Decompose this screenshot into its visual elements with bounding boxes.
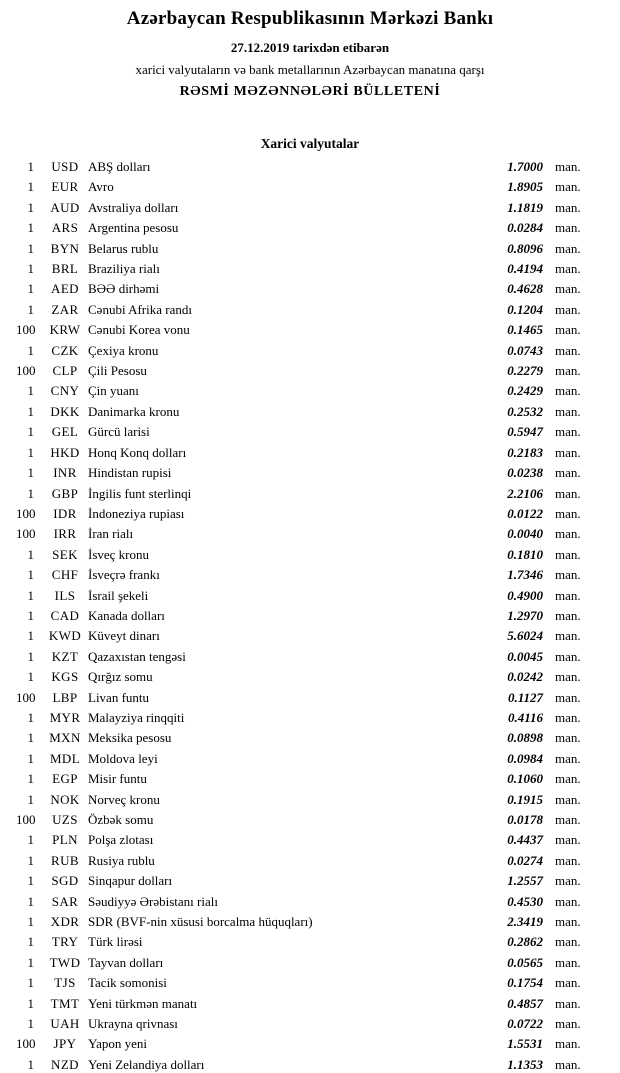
currency-code-cell: SGD	[51, 873, 79, 889]
exchange-rates-body	[16, 157, 591, 1073]
currency-code-cell: CZK	[51, 342, 79, 358]
table-row	[16, 198, 591, 218]
currency-name-cell: Küveyt dinarı	[88, 628, 160, 644]
quantity-cell: 1	[27, 220, 34, 236]
quantity-cell: 1	[27, 873, 34, 889]
table-row	[16, 524, 591, 544]
currency-name-cell: Ukrayna qrivnası	[88, 1016, 178, 1032]
currency-name-cell: Malayziya rinqqiti	[88, 709, 185, 725]
currency-name-cell: İsveç kronu	[88, 546, 150, 562]
table-row	[16, 871, 591, 891]
unit-cell: man.	[555, 1016, 581, 1032]
currency-code-cell: NOK	[50, 791, 80, 807]
quantity-cell: 1	[27, 709, 34, 725]
currency-name-cell: İran rialı	[88, 526, 134, 542]
rate-cell: 1.1819	[507, 199, 543, 215]
rate-cell: 0.2279	[507, 363, 543, 379]
unit-cell: man.	[555, 363, 581, 379]
currency-name-cell: Polşa zlotası	[88, 832, 154, 848]
table-row	[16, 381, 591, 401]
currency-name-cell: Qazaxıstan tengəsi	[88, 648, 186, 664]
table-row	[16, 1014, 591, 1034]
table-row	[16, 851, 591, 871]
currency-name-cell: ABŞ dolları	[88, 159, 151, 174]
quantity-cell: 1	[27, 607, 34, 623]
rate-cell: 0.0743	[507, 342, 543, 358]
unit-cell: man.	[555, 1036, 581, 1052]
currency-name-cell: Qırğız somu	[88, 669, 153, 685]
quantity-cell: 1	[27, 975, 34, 991]
currency-name-cell: İsveçrə frankı	[88, 567, 160, 583]
currency-name-cell: Cənubi Afrika randı	[88, 301, 192, 317]
currency-code-cell: IRR	[53, 526, 77, 542]
quantity-cell: 1	[27, 832, 34, 848]
currency-name-cell: Avstraliya dolları	[88, 199, 179, 215]
quantity-cell: 100	[16, 363, 36, 379]
quantity-cell: 1	[27, 995, 34, 1011]
quantity-cell: 100	[16, 1036, 36, 1052]
currency-code-cell: EUR	[51, 179, 79, 195]
unit-cell: man.	[555, 587, 581, 603]
rate-cell: 0.0178	[507, 812, 543, 827]
currency-name-cell: Hindistan rupisi	[88, 465, 172, 481]
unit-cell: man.	[555, 771, 581, 787]
rate-cell: 0.4437	[507, 832, 543, 848]
rate-cell: 1.1353	[507, 1056, 543, 1072]
quantity-cell: 1	[27, 261, 34, 277]
rate-cell: 0.4194	[507, 261, 543, 277]
rate-cell: 0.0898	[507, 730, 543, 746]
currency-code-cell: CNY	[50, 383, 80, 399]
currency-name-cell: Çili Pesosu	[88, 363, 147, 379]
unit-cell: man.	[555, 526, 581, 542]
currency-name-cell: Çin yuanı	[88, 383, 139, 399]
table-row	[16, 586, 591, 606]
unit-cell: man.	[555, 567, 581, 583]
table-row	[16, 667, 591, 687]
table-row	[16, 361, 591, 381]
quantity-cell: 1	[27, 791, 34, 807]
quantity-cell: 1	[27, 199, 34, 215]
currency-code-cell: EGP	[52, 771, 78, 787]
quantity-cell: 1	[27, 179, 34, 195]
currency-name-cell: Yeni türkmən manatı	[88, 995, 198, 1011]
exchange-rates-table	[16, 157, 591, 1073]
quantity-cell: 1	[27, 301, 34, 317]
currency-code-cell: INR	[53, 465, 77, 481]
currency-code-cell: SEK	[52, 546, 78, 562]
unit-cell: man.	[555, 281, 581, 297]
currency-code-cell: IDR	[53, 505, 77, 521]
table-row	[16, 1034, 591, 1054]
bulletin-subtitle: xarici valyutaların və bank metallarının Azərbaycan manatına qarşı	[135, 62, 485, 77]
unit-cell: man.	[555, 914, 581, 930]
currency-code-cell: DKK	[50, 403, 80, 419]
table-row	[16, 606, 591, 626]
unit-cell: man.	[555, 832, 581, 848]
bulletin-title: RƏSMİ MƏZƏNNƏLƏRİ BÜLLETENİ	[179, 84, 441, 99]
quantity-cell: 1	[27, 1056, 34, 1072]
rate-cell: 0.0274	[507, 852, 543, 868]
rate-cell: 0.1915	[507, 791, 543, 807]
quantity-cell: 1	[27, 914, 34, 930]
table-row	[16, 504, 591, 524]
rate-cell: 0.1754	[507, 975, 543, 991]
currency-code-cell: CLP	[52, 363, 78, 379]
table-row	[16, 300, 591, 320]
quantity-cell: 1	[27, 465, 34, 481]
currency-code-cell: ZAR	[51, 301, 79, 317]
currency-name-cell: Moldova leyi	[88, 750, 158, 766]
table-row	[16, 830, 591, 850]
table-row	[16, 892, 591, 912]
rate-cell: 0.1060	[507, 771, 543, 787]
rate-cell: 0.4530	[507, 893, 543, 909]
quantity-cell: 1	[27, 383, 34, 399]
unit-cell: man.	[555, 995, 581, 1011]
rate-cell: 1.7346	[507, 567, 543, 583]
quantity-cell: 1	[27, 771, 34, 787]
quantity-cell: 1	[27, 546, 34, 562]
table-row	[16, 402, 591, 422]
unit-cell: man.	[555, 465, 581, 481]
unit-cell: man.	[555, 505, 581, 521]
table-row	[16, 994, 591, 1014]
quantity-cell: 1	[27, 648, 34, 664]
rate-cell: 0.2862	[507, 934, 543, 950]
quantity-cell: 1	[27, 852, 34, 868]
unit-cell: man.	[555, 812, 581, 827]
currency-code-cell: USD	[51, 159, 79, 174]
currency-code-cell: JPY	[53, 1036, 77, 1052]
rate-cell: 0.0040	[507, 526, 543, 542]
table-row	[16, 341, 591, 361]
currency-code-cell: MDL	[49, 750, 81, 766]
unit-cell: man.	[555, 444, 581, 460]
table-row	[16, 626, 591, 646]
quantity-cell: 1	[27, 750, 34, 766]
rate-cell: 0.0238	[507, 465, 543, 481]
currency-code-cell: GBP	[51, 485, 79, 501]
rate-cell: 1.2970	[507, 607, 543, 623]
currency-code-cell: CAD	[50, 607, 80, 623]
table-row	[16, 484, 591, 504]
table-row	[16, 728, 591, 748]
unit-cell: man.	[555, 424, 581, 440]
rate-cell: 0.0565	[507, 954, 543, 970]
quantity-cell: 1	[27, 954, 34, 970]
unit-cell: man.	[555, 709, 581, 725]
currency-code-cell: MYR	[49, 709, 81, 725]
rate-cell: 0.4116	[507, 709, 543, 725]
quantity-cell: 100	[16, 526, 36, 542]
table-row	[16, 1055, 591, 1073]
currency-code-cell: TJS	[54, 975, 76, 991]
rate-cell: 0.1127	[507, 689, 543, 705]
unit-cell: man.	[555, 934, 581, 950]
unit-cell: man.	[555, 240, 581, 256]
unit-cell: man.	[555, 791, 581, 807]
table-row	[16, 790, 591, 810]
unit-cell: man.	[555, 220, 581, 236]
rate-cell: 0.1204	[507, 301, 543, 317]
table-row	[16, 422, 591, 442]
quantity-cell: 1	[27, 159, 34, 174]
rate-cell: 0.0284	[507, 220, 543, 236]
quantity-cell: 1	[27, 342, 34, 358]
table-row	[16, 708, 591, 728]
currency-name-cell: İngilis funt sterlinqi	[88, 485, 192, 501]
currency-code-cell: KZT	[51, 648, 79, 664]
unit-cell: man.	[555, 199, 581, 215]
table-row	[16, 157, 591, 177]
currency-name-cell: Norveç kronu	[88, 791, 160, 807]
currency-name-cell: İndoneziya rupiası	[88, 505, 185, 521]
rate-cell: 0.1465	[507, 322, 543, 338]
quantity-cell: 1	[27, 485, 34, 501]
currency-code-cell: XDR	[50, 914, 80, 930]
unit-cell: man.	[555, 852, 581, 868]
table-row	[16, 647, 591, 667]
currency-code-cell: TMT	[50, 995, 80, 1011]
currency-code-cell: AED	[51, 281, 79, 297]
currency-name-cell: Səudiyyə Ərəbistanı rialı	[88, 893, 218, 909]
currency-name-cell: Argentina pesosu	[88, 220, 179, 236]
quantity-cell: 100	[16, 505, 36, 521]
rate-cell: 0.5947	[507, 424, 543, 440]
unit-cell: man.	[555, 179, 581, 195]
currency-code-cell: GEL	[51, 424, 79, 440]
rate-cell: 0.0984	[507, 750, 543, 766]
table-row	[16, 912, 591, 932]
currency-code-cell: UZS	[52, 812, 78, 827]
unit-cell: man.	[555, 628, 581, 644]
currency-name-cell: SDR (BVF-nin xüsusi borcalma hüquqları)	[88, 914, 313, 930]
rate-cell: 0.0242	[507, 669, 543, 685]
currency-name-cell: BƏƏ dirhəmi	[88, 281, 160, 297]
unit-cell: man.	[555, 383, 581, 399]
currency-code-cell: CHF	[51, 567, 79, 583]
table-row	[16, 810, 591, 830]
currency-code-cell: BRL	[51, 261, 79, 277]
rate-cell: 1.8905	[507, 179, 543, 195]
currency-name-cell: Kanada dolları	[88, 607, 165, 623]
table-row	[16, 239, 591, 259]
table-row	[16, 769, 591, 789]
unit-cell: man.	[555, 342, 581, 358]
currency-name-cell: Tayvan dolları	[88, 954, 164, 970]
currency-code-cell: RUB	[51, 852, 79, 868]
rate-cell: 0.2183	[507, 444, 543, 460]
currency-name-cell: Tacik somonisi	[88, 975, 167, 991]
table-row	[16, 259, 591, 279]
currency-code-cell: KRW	[49, 322, 81, 338]
currency-name-cell: Danimarka kronu	[88, 403, 180, 419]
currency-name-cell: Türk lirəsi	[88, 934, 143, 950]
unit-cell: man.	[555, 669, 581, 685]
currency-name-cell: Yeni Zelandiya dolları	[88, 1056, 205, 1072]
unit-cell: man.	[555, 689, 581, 705]
unit-cell: man.	[555, 648, 581, 664]
currency-name-cell: Yapon yeni	[88, 1036, 147, 1052]
currency-code-cell: UAH	[50, 1016, 80, 1032]
rate-cell: 0.4628	[507, 281, 543, 297]
rate-cell: 0.2429	[507, 383, 543, 399]
unit-cell: man.	[555, 485, 581, 501]
rate-cell: 0.1810	[507, 546, 543, 562]
currency-code-cell: PLN	[52, 832, 78, 848]
quantity-cell: 1	[27, 628, 34, 644]
unit-cell: man.	[555, 403, 581, 419]
currency-code-cell: SAR	[51, 893, 79, 909]
rate-cell: 2.2106	[507, 485, 543, 501]
rate-cell: 0.4857	[507, 995, 543, 1011]
table-row	[16, 279, 591, 299]
table-row	[16, 688, 591, 708]
rate-cell: 0.0122	[507, 505, 543, 521]
rate-cell: 1.7000	[507, 159, 543, 174]
rate-cell: 0.2532	[507, 403, 543, 419]
rate-cell: 5.6024	[507, 628, 543, 644]
currency-name-cell: Braziliya rialı	[88, 261, 160, 277]
currency-name-cell: Avro	[88, 179, 114, 195]
section-title-foreign-currencies: Xarici valyutalar	[260, 136, 360, 151]
currency-code-cell: KWD	[48, 628, 82, 644]
currency-name-cell: Meksika pesosu	[88, 730, 172, 746]
table-row	[16, 953, 591, 973]
quantity-cell: 100	[16, 689, 36, 705]
currency-name-cell: Sinqapur dolları	[88, 873, 173, 889]
quantity-cell: 1	[27, 281, 34, 297]
rate-cell: 0.4900	[507, 587, 543, 603]
currency-name-cell: Çexiya kronu	[88, 342, 159, 358]
currency-code-cell: AUD	[50, 199, 80, 215]
currency-code-cell: HKD	[50, 444, 80, 460]
rate-cell: 2.3419	[507, 914, 543, 930]
quantity-cell: 1	[27, 240, 34, 256]
quantity-cell: 1	[27, 587, 34, 603]
unit-cell: man.	[555, 893, 581, 909]
unit-cell: man.	[555, 1056, 581, 1072]
quantity-cell: 1	[27, 403, 34, 419]
rate-cell: 1.5531	[507, 1036, 543, 1052]
quantity-cell: 1	[27, 669, 34, 685]
unit-cell: man.	[555, 159, 581, 174]
table-row	[16, 218, 591, 238]
currency-name-cell: Rusiya rublu	[88, 852, 155, 868]
currency-name-cell: Livan funtu	[88, 689, 150, 705]
unit-cell: man.	[555, 730, 581, 746]
currency-code-cell: TRY	[51, 934, 79, 950]
currency-code-cell: BYN	[50, 240, 80, 256]
table-row	[16, 177, 591, 197]
currency-name-cell: Gürcü larisi	[88, 424, 150, 440]
currency-code-cell: MXN	[49, 730, 81, 746]
currency-code-cell: ARS	[51, 220, 79, 236]
unit-cell: man.	[555, 546, 581, 562]
unit-cell: man.	[555, 301, 581, 317]
unit-cell: man.	[555, 954, 581, 970]
quantity-cell: 1	[27, 567, 34, 583]
quantity-cell: 1	[27, 424, 34, 440]
currency-name-cell: Honq Konq dolları	[88, 444, 187, 460]
unit-cell: man.	[555, 750, 581, 766]
unit-cell: man.	[555, 873, 581, 889]
quantity-cell: 100	[16, 812, 36, 827]
currency-code-cell: KGS	[51, 669, 79, 685]
rate-cell: 0.0045	[507, 648, 543, 664]
currency-code-cell: LBP	[52, 689, 78, 705]
bank-title: Azərbaycan Respublikasının Mərkəzi Bankı	[126, 8, 494, 29]
rate-cell: 0.0722	[507, 1016, 543, 1032]
table-row	[16, 749, 591, 769]
currency-name-cell: Cənubi Korea vonu	[88, 322, 190, 338]
currency-name-cell: Misir funtu	[88, 771, 147, 787]
quantity-cell: 1	[27, 1016, 34, 1032]
unit-cell: man.	[555, 322, 581, 338]
quantity-cell: 1	[27, 893, 34, 909]
table-row	[16, 545, 591, 565]
quantity-cell: 1	[27, 934, 34, 950]
quantity-cell: 1	[27, 444, 34, 460]
table-row	[16, 443, 591, 463]
unit-cell: man.	[555, 261, 581, 277]
rate-cell: 1.2557	[507, 873, 543, 889]
table-row	[16, 320, 591, 340]
currency-name-cell: İsrail şekeli	[88, 587, 149, 603]
unit-cell: man.	[555, 607, 581, 623]
quantity-cell: 100	[16, 322, 36, 338]
table-row	[16, 932, 591, 952]
effective-date-line: 27.12.2019 tarixdən etibarən	[230, 40, 390, 55]
currency-code-cell: TWD	[49, 954, 81, 970]
currency-code-cell: ILS	[54, 587, 76, 603]
currency-name-cell: Özbək somu	[88, 812, 154, 827]
currency-code-cell: NZD	[51, 1056, 79, 1072]
unit-cell: man.	[555, 975, 581, 991]
table-row	[16, 463, 591, 483]
table-row	[16, 973, 591, 993]
table-row	[16, 565, 591, 585]
quantity-cell: 1	[27, 730, 34, 746]
currency-name-cell: Belarus rublu	[88, 240, 159, 256]
rate-cell: 0.8096	[507, 240, 543, 256]
